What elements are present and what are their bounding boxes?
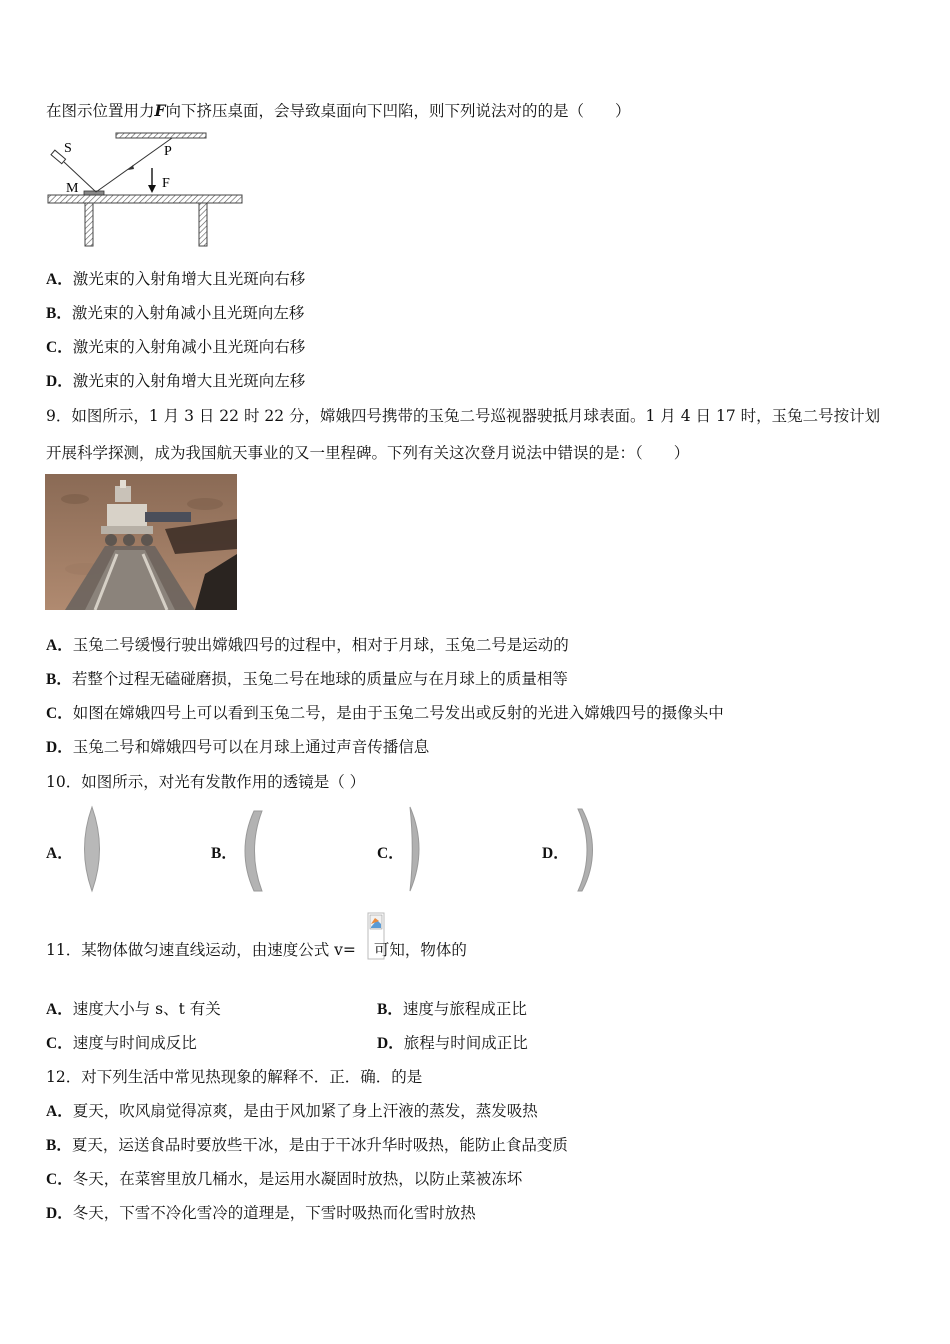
label-s: S — [64, 141, 72, 156]
force-arrowhead — [148, 185, 156, 193]
q8-option-d: D．激光束的入射角增大且光斑向左移 — [46, 372, 306, 390]
q11-option-a: A．速度大小与 s、t 有关 — [46, 1000, 221, 1018]
q8-table-laser-figure — [44, 128, 249, 250]
q9-option-c: C．如图在嫦娥四号上可以看到玉兔二号，是由于玉兔二号发出或反射的光进入嫦娥四号的摄像头中 — [46, 704, 724, 722]
q9-stem-line2: 开展科学探测，成为我国航天事业的又一里程碑。下列有关这次登月说法中错误的是：（ ） — [46, 444, 690, 462]
table-top — [48, 195, 242, 203]
label-f: F — [162, 176, 170, 191]
q8-stem-var: F — [154, 101, 166, 120]
q10-lens-a-convex-icon — [80, 805, 104, 893]
q11-stem-pre: 11．某物体做匀速直线运动，由速度公式 v= — [46, 941, 356, 959]
reflected-beam — [96, 138, 172, 192]
q12-option-b: B．夏天，运送食品时要放些干冰，是由于干冰升华时吸热，能防止食品变质 — [46, 1136, 568, 1154]
q10-lens-d-concave-icon — [574, 807, 598, 893]
mirror-m — [84, 191, 104, 195]
q10-label-c: C． — [377, 845, 404, 862]
q8-stem-pre: 在图示位置用力 — [46, 102, 155, 120]
q10-label-b: B． — [211, 845, 237, 862]
q11-option-d: D．旅程与时间成正比 — [377, 1034, 528, 1052]
q12-option-c: C．冬天，在菜窖里放几桶水，是运用水凝固时放热，以防止菜被冻坏 — [46, 1170, 523, 1188]
beam-arrow — [128, 165, 134, 170]
q11-option-c: C．速度与时间成反比 — [46, 1034, 197, 1052]
label-m: M — [66, 181, 79, 196]
table-leg-right — [199, 203, 207, 246]
q8-option-c: C．激光束的入射角减小且光斑向右移 — [46, 338, 306, 356]
q10-lens-c-convex-icon — [404, 805, 426, 893]
q10-lens-b-concave-icon — [240, 809, 266, 893]
q12-stem: 12．对下列生活中常见热现象的解释不．正．确．的是 — [46, 1068, 423, 1086]
q11-stem-post: 可知，物体的 — [373, 941, 467, 959]
q9-option-b: B．若整个过程无磕碰磨损，玉兔二号在地球的质量应与在月球上的质量相等 — [46, 670, 568, 688]
q8-stem — [46, 100, 631, 122]
q8-option-b: B．激光束的入射角减小且光斑向左移 — [46, 304, 305, 322]
q9-rover-photo — [45, 474, 237, 610]
q12-option-d: D．冬天，下雪不冷化雪冷的道理是，下雪时吸热而化雪时放热 — [46, 1204, 476, 1222]
table-leg-left — [85, 203, 93, 246]
q9-option-d: D．玉兔二号和嫦娥四号可以在月球上通过声音传播信息 — [46, 738, 430, 756]
q10-stem: 10．如图所示，对光有发散作用的透镜是（ ） — [46, 773, 366, 791]
q10-label-a: A． — [46, 845, 73, 862]
q11-option-b: B．速度与旅程成正比 — [377, 1000, 527, 1018]
q10-label-d: D． — [542, 845, 569, 862]
q11-stem — [46, 939, 467, 961]
q9-option-a: A．玉兔二号缓慢行驶出嫦娥四号的过程中，相对于月球，玉兔二号是运动的 — [46, 636, 569, 654]
screen-p — [116, 133, 206, 138]
q8-option-a: A．激光束的入射角增大且光斑向右移 — [46, 270, 306, 288]
q12-option-a: A．夏天，吹风扇觉得凉爽，是由于风加紧了身上汗液的蒸发，蒸发吸热 — [46, 1102, 538, 1120]
label-p: P — [164, 144, 172, 159]
q8-stem-post: 向下挤压桌面，会导致桌面向下凹陷，则下列说法对的的是（ ） — [165, 102, 631, 120]
q9-stem-line1: 9．如图所示，1 月 3 日 22 时 22 分，嫦娥四号携带的玉兔二号巡视器驶抵月球表面。1 月 4 日 17 时，玉兔二号按计划 — [46, 407, 881, 425]
